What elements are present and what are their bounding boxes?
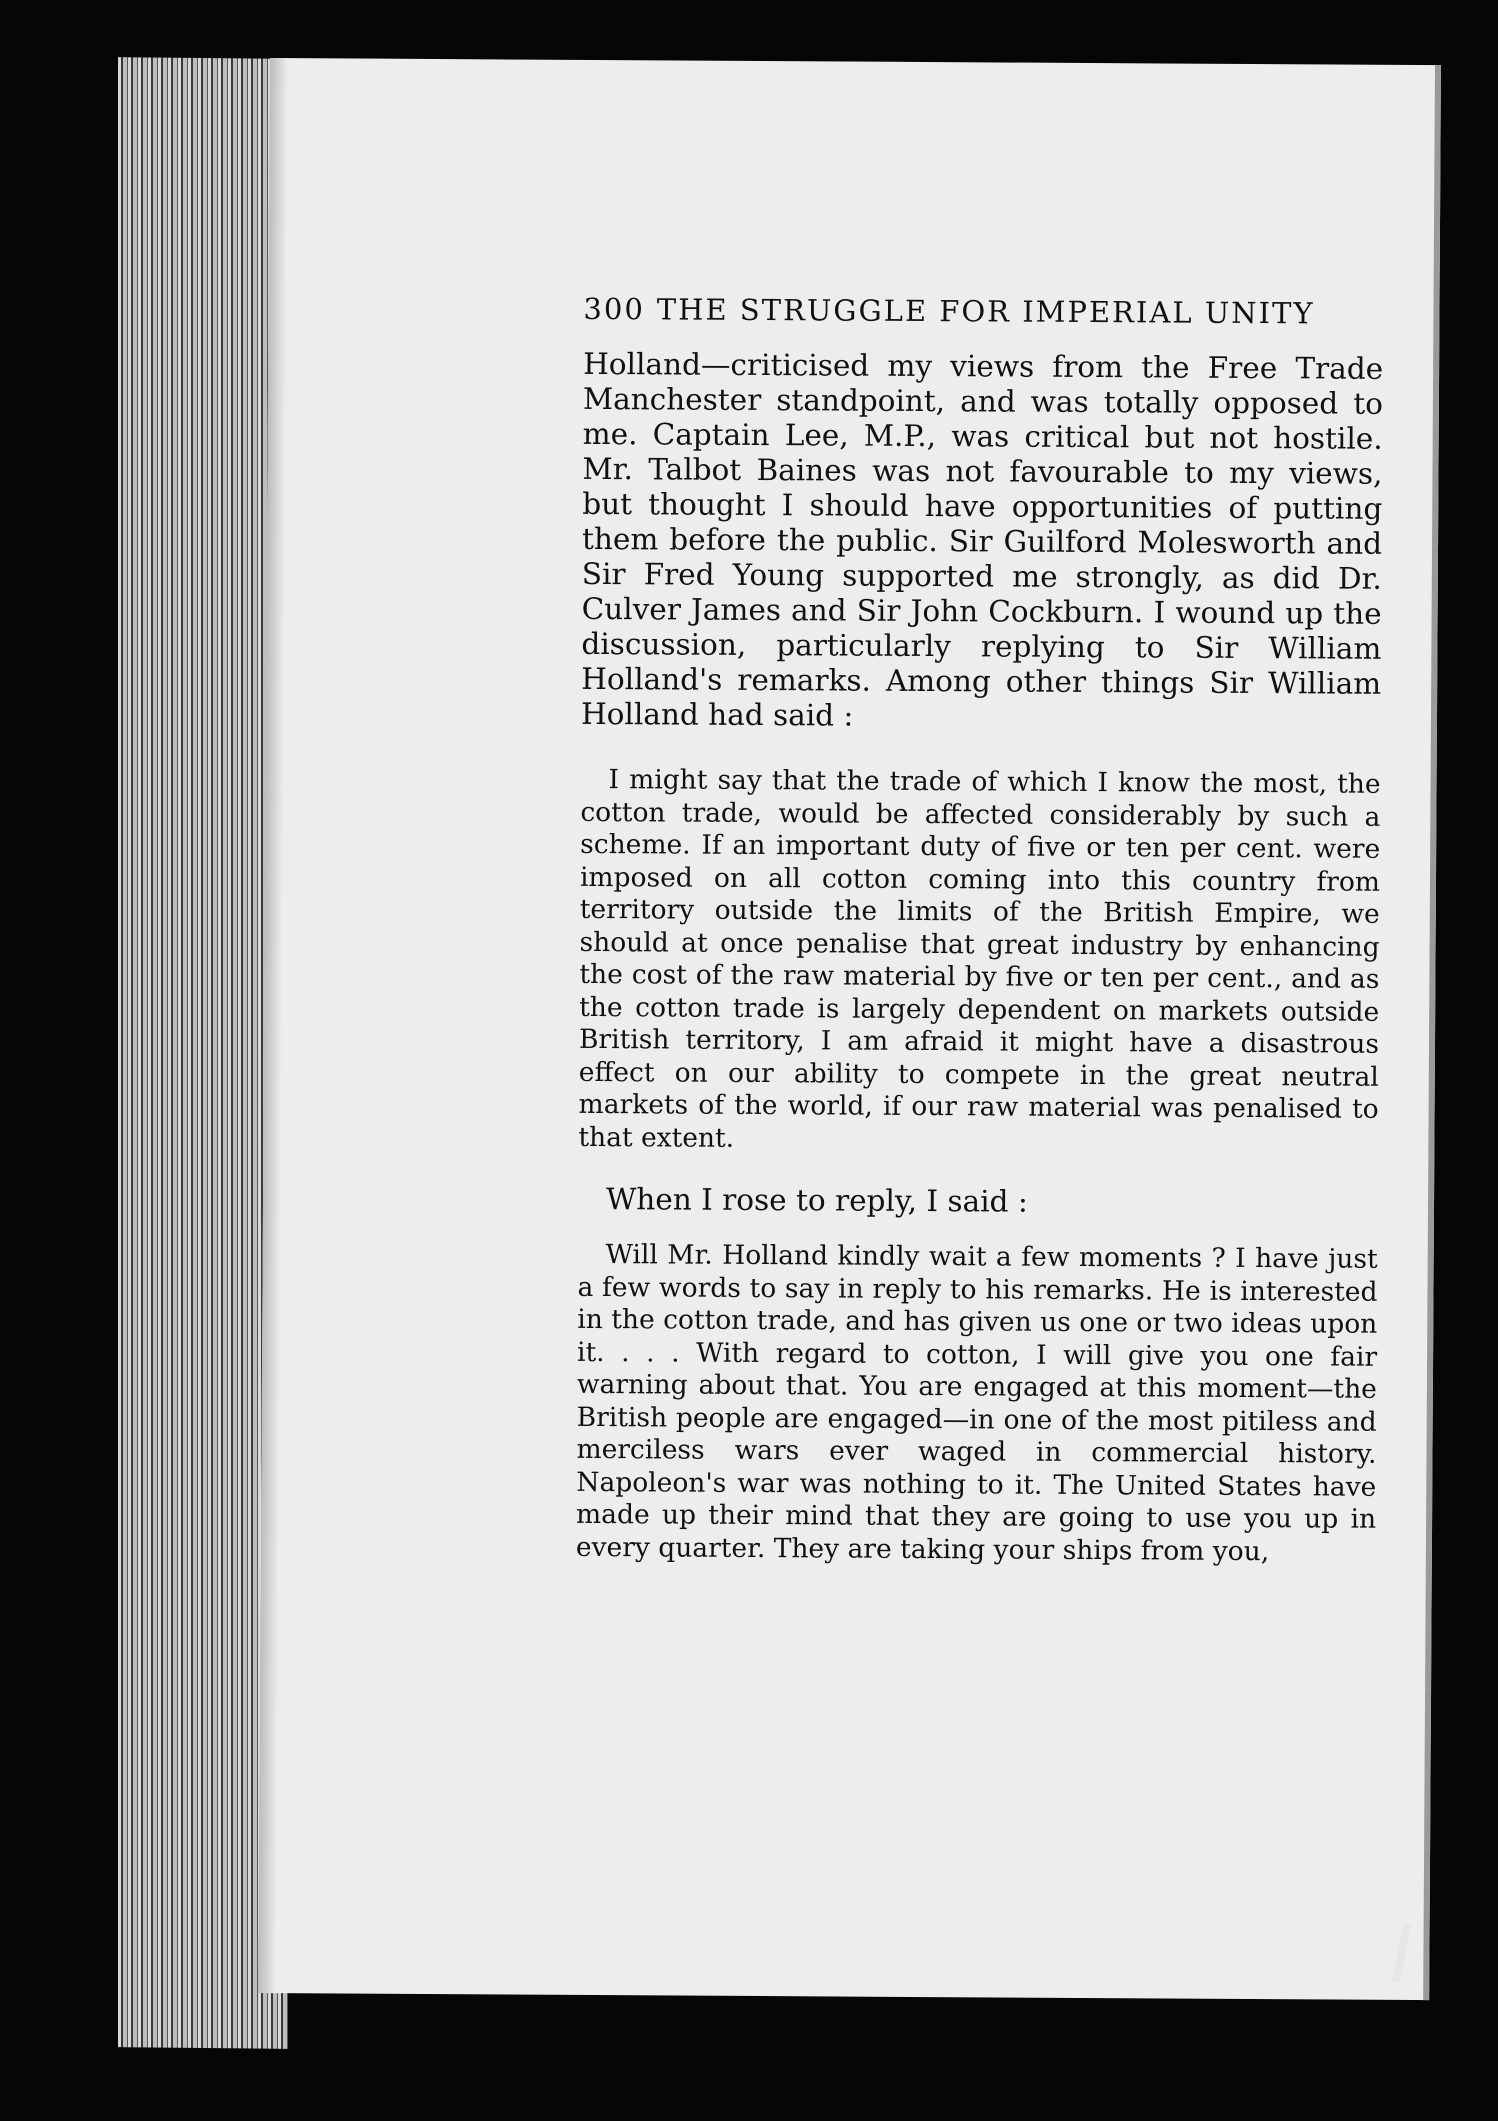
quotation-holland: I might say that the trade of which I know the most, the cotton trade, would be affected considerably by such a scheme. If an important duty of five or ten per cent. were imposed on all cotton coming into this country from territory outside the limits of the British Empire, we should at once penalise that great industry by enhancing the cost of the raw material by five or ten per cent., and as the cotton trade is largely dependent on markets outside British territory, I am afraid it might have a disastrous effect on our ability to compete in the great neutral markets of the world, if our raw material was penalised to that extent.: [578, 764, 1381, 1154]
running-head: [583, 292, 1383, 332]
reply-intro: When I rose to reply, I said :: [605, 1182, 1028, 1219]
book-page: [258, 58, 1441, 2000]
body-paragraph: Holland—criticised my views from the Free Trade Manchester standpoint, and was totally opposed to me. Captain Lee, M.P., was critical but not hostile. Mr. Talbot Baines was not favourable to my views, but thought I should have opportunities of putting them before the public. Sir Guilford Molesworth and Sir Fred Young supported me strongly, as did Dr. Culver James and Sir John Cockburn. I wound up the discussion, particularly replying to Sir William Holland's remarks. Among other things Sir William Holland had said :: [580, 346, 1384, 733]
quotation-reply: Will Mr. Holland kindly wait a few moments ? I have just a few words to say in reply to his remarks. He is interested in the cotton trade, and has given us one or two ideas upon it. . . . With regard to cotton, I will give you one fair warning about that. You are engaged at this moment—the British people are engaged—in one of the most pitiless and merciless wars ever waged in commercial history. Napoleon's war was nothing to it. The United States have made up their mind that they are going to use you up in every quarter. They are taking your ships from you,: [575, 1239, 1378, 1567]
page-number: 300: [583, 291, 645, 327]
page-text-block: [576, 292, 1384, 1597]
running-title: THE STRUGGLE FOR IMPERIAL UNITY: [656, 292, 1315, 331]
page-corner-mark: [1392, 1924, 1411, 1982]
